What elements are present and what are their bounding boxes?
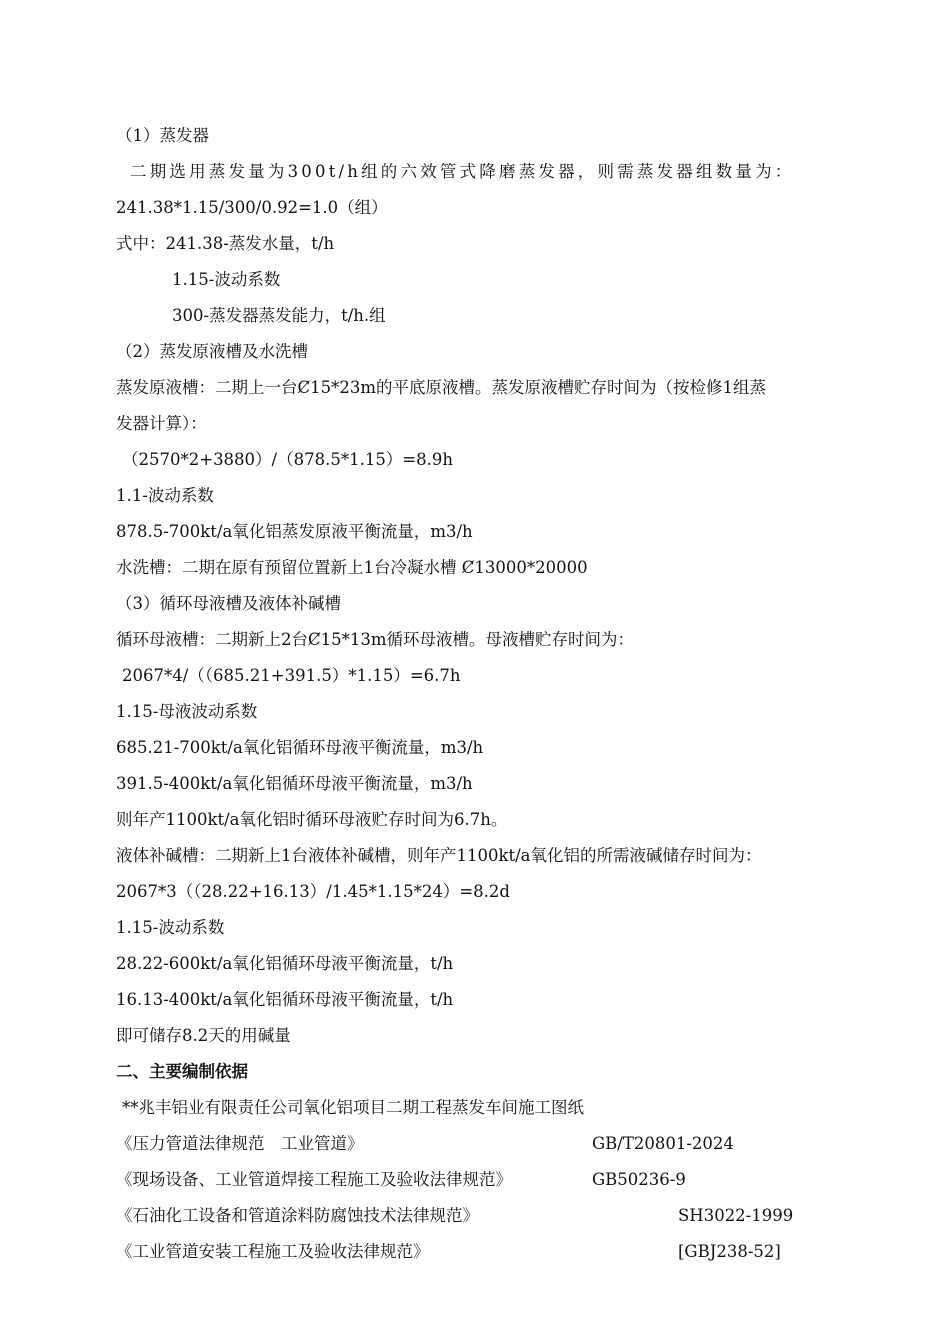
formula-line: （2570*2+3880）/（878.5*1.15）=8.9h [122,450,454,469]
paragraph-line: 液体补碱槽：二期新上1台液体补碱槽，则年产1100kt/a氧化铝的所需液碱储存时间为： [116,846,762,865]
paragraph-line: 1.1-波动系数 [116,486,214,505]
paragraph-line: 685.21-700kt/a氧化铝循环母液平衡流量，m3/h [116,738,484,757]
reference-code: GB50236-9 [592,1170,686,1189]
reference-title: 《工业管道安装工程施工及验收法律规范》 [116,1242,430,1261]
subsection-raw-liquor-tank: （2）蒸发原液槽及水洗槽 [116,342,308,361]
reference-title: 《现场设备、工业管道焊接工程施工及验收法律规范》 [116,1170,512,1189]
paragraph-line: 1.15-母液波动系数 [116,702,258,721]
reference-code: GB/T20801-2024 [592,1134,734,1153]
paragraph-line: 28.22-600kt/a氧化铝循环母液平衡流量，t/h [116,954,454,973]
reference-code: SH3022-1999 [678,1206,794,1225]
formula-line: 2067*3（（28.22+16.13）/1.45*1.15*24）=8.2d [116,882,510,901]
paragraph-line: 发器计算）： [116,414,207,433]
paragraph-line: 878.5-700kt/a氧化铝蒸发原液平衡流量，m3/h [116,522,473,541]
section-heading: 二、主要编制依据 [116,1062,248,1081]
paragraph-line: 即可储存8.2天的用碱量 [116,1026,291,1045]
subsection-mother-liquor-tank: （3）循环母液槽及液体补碱槽 [116,594,341,613]
formula-line: 2067*4/（（685.21+391.5）*1.15）=6.7h [122,666,461,685]
reference-title: 《压力管道法律规范 工业管道》 [116,1134,364,1153]
paragraph-line: 循环母液槽：二期新上2台Ȼ15*13m循环母液槽。母液槽贮存时间为： [116,630,635,649]
reference-title: 《石油化工设备和管道涂料防腐蚀技术法律规范》 [116,1206,479,1225]
paragraph-line: 式中：241.38-蒸发水量，t/h [116,234,335,253]
paragraph-line: 蒸发原液槽：二期上一台Ȼ15*23m的平底原液槽。蒸发原液槽贮存时间为（按检修1组蒸 [116,378,767,397]
paragraph-line: 300-蒸发器蒸发能力，t/h.组 [172,306,386,325]
reference-code: [GBJ238-52] [678,1242,781,1261]
paragraph-line: 1.15-波动系数 [116,918,225,937]
paragraph-line: 则年产1100kt/a氧化铝时循环母液贮存时间为6.7h。 [116,810,508,829]
paragraph-line: 二期选用蒸发量为300t/h组的六效管式降磨蒸发器，则需蒸发器组数量为： [130,162,795,181]
paragraph-line: 16.13-400kt/a氧化铝循环母液平衡流量，t/h [116,990,454,1009]
paragraph-line: 391.5-400kt/a氧化铝循环母液平衡流量，m3/h [116,774,473,793]
subsection-evaporator: （1）蒸发器 [116,126,209,145]
project-line: **兆丰铝业有限责任公司氧化铝项目二期工程蒸发车间施工图纸 [122,1098,584,1117]
paragraph-line: 水洗槽：二期在原有预留位置新上1台冷凝水槽 Ȼ13000*20000 [116,558,588,577]
paragraph-line: 1.15-波动系数 [172,270,281,289]
formula-line: 241.38*1.15/300/0.92=1.0（组） [116,198,388,217]
